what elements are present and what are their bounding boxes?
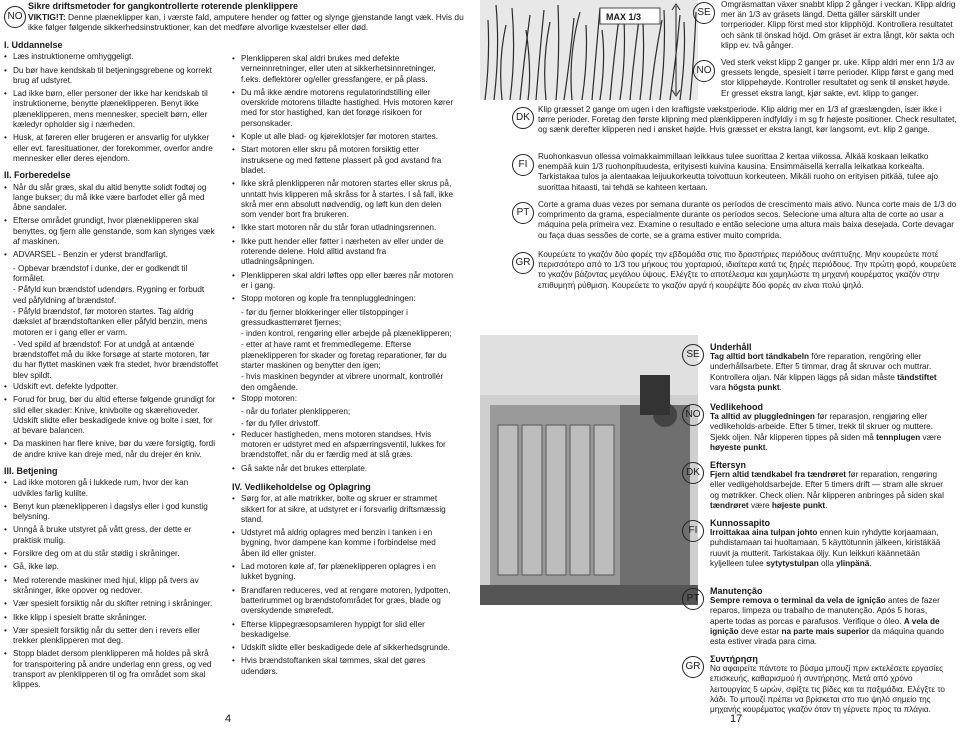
maintenance-list (232, 494, 454, 677)
maintenance-heading: Eftersyn (710, 460, 747, 470)
maintenance-block-pt (710, 586, 952, 647)
maintenance-heading: Vedlikehood (710, 402, 764, 412)
list-item: • Forud for brug, bør du altid efterse følgende grundigt for slid eller skader: Knive, knivbolte og skærehoveder. Udskift slidte eller beskadigede knive og bolte i sæt, for at bevare balancen. (4, 395, 219, 436)
list-item: • Lad ikke børn, eller personer der ikke har kendskab til instruktionerne, benytte plæneklipperen. Benyt ikke plæneklipperen, mens mennesker, specielt børn, eller kæledyr opholder sig i nærheden. (4, 89, 219, 130)
maintenance-text (710, 352, 952, 393)
preparation-sublist (4, 264, 219, 381)
list-item: • Vær spesielt forsiktig når du skifter retning i skråninger. (4, 599, 219, 609)
sub-list-item: - Påfyld brændstof, før motoren startes. Tag aldrig dækslet af brændstoftanken eller påfyld benzin, mens (13, 306, 208, 327)
operation-list-cont (232, 54, 454, 305)
maintenance-bold: Irroittakaa aina tulpan johto (710, 528, 818, 538)
maintenance-text (710, 596, 952, 647)
page-title: Sikre driftsmetoder for gangkontrollerte roterende plenklippere (28, 1, 299, 11)
language-badge-fi: FI (682, 520, 704, 542)
language-badge-se: SE (693, 2, 715, 24)
maintenance-rest3: . (779, 382, 782, 392)
maintenance-rest2: være (748, 500, 772, 510)
right-page (480, 0, 960, 733)
maintenance-bold2: tændrøret (710, 500, 749, 510)
maintenance-bold3: högsta punkt (728, 382, 780, 392)
maintenance-block-no (710, 402, 952, 453)
language-badge-pt: PT (682, 588, 704, 610)
list-item: • Udskift evt. defekte lydpotter. (4, 382, 219, 392)
list-item: • Ikke start motoren når du står foran utladningsrennen. (232, 223, 454, 233)
cutting-text-fi: Ruohonkasvun ollessa voimakkaimmillaan leikkaus tulee suorittaa 2 kertaa viikossa. Älkää koskaan leikatko enempää kuin 1/3 ruohonpituudesta, erityisesti kuivina kausina. Ensimmäisellä kerralla leikatkaa korkealta. Tarkistakaa tulos ja alentaakaa leijuukorkeutta toivottuun korkeuteen. Mikäli ruoho on erityisen pitkää, tulee ajo suorittaa hitaasti, tai tehdä se kahteen kertaan. (538, 152, 939, 192)
list-item: • Læs instruktionerne omhyggeligt. (4, 52, 219, 62)
maintenance-rest: antes de fazer reparos, limpeza ou trabalho de manutenção. Após 5 horas, aperte todas as porcas e parafusos. Verifique o óleo. (710, 596, 940, 626)
left-column (4, 40, 219, 694)
section-heading-maintenance: IV. Vedlikeholdelse og Oplagring (232, 481, 371, 492)
list-item: • Lad ikke motoren gå i lukkede rum, hvor der kan udvikles farlig kulilte. (4, 478, 219, 499)
list-item: • Stopp motoren og kople fra tennpluggledningen: (232, 294, 454, 304)
list-item: • Ikke skrå plenklipperen når motoren startes eller skrus på, unntatt hvis klipperen må skråss for å startes. I så fall, ikke skrå mer enn absolutt nødvendig, og løft kun den delen som vender bort fra brukeren. (232, 179, 454, 220)
maintenance-rest: før reparation, rengøring eller vedligeholdsarbejde. Efter 5 timers drift — stram alle skruer og møtrikker. Check olien. Når klipperen anbringes på siden skal (710, 470, 944, 500)
list-item: • Lad motoren køle af, før plæneklipperen oplagres i en lukket bygning. (232, 562, 454, 583)
section-heading-operation: III. Betjening (4, 465, 58, 476)
warning-prefix: VIKTIG!T: (28, 12, 66, 22)
list-item: • Du må ikke ændre motorens regulatorindstilling eller overskride motorens tilladte hastighed. Hvis motoren kører med for stor hastighed, kan det forøge risikoen for personskader. (232, 88, 454, 129)
maintenance-heading: Underhåll (710, 342, 752, 352)
spark-plug-photo (480, 335, 698, 605)
list-item: • Start motoren eller skru på motoren forsiktig etter instruksene og med føttene plassert på god avstand fra bladet. (232, 145, 454, 176)
list-item: • Reducer hastigheden, mens motoren standses. Hvis motoren er udstyret med en afspærringsventil, lukkes for brændstoffet, når du er færdig med at slå græs. (232, 430, 454, 461)
maintenance-rest2: være (920, 432, 942, 442)
list-item: • Brandfaren reduceres, ved at rengøre motoren, lydpotten, batterirummet og brændstofområdet for græs, blade og overskydende smørefedt. (232, 586, 454, 617)
maintenance-rest: före reparation, rengöring eller underhållsarbete. Efter 5 timmar, drag åt skruvar och muttrar. Kontrollera oljan. När klippen läggs på sidan måste (710, 352, 932, 382)
list-item: • Unngå å bruke utstyret på vått gress, der dette er praktisk mulig. (4, 525, 219, 546)
maintenance-bold3: na parte mais superior (781, 626, 870, 636)
sub-list-item: - etter at have ramt et fremmedlegeme. Efterse plæneklipperen for skader og foretag reparationer, før du starter maskinen og benytter den igen; (241, 340, 447, 371)
list-item: • Ikke klipp i spesielt bratte skråninger. (4, 613, 219, 623)
list-item: • Da maskinen har flere knive, bør du være forsigtig, fordi de andre knive kan dreje med, når du drejer én kniv. (4, 439, 219, 460)
list-item: • Kople ut alle blad- og kjøreklotsjer før motoren startes. (232, 132, 454, 142)
cutting-text-no: Ved sterk vekst klipp 2 ganger pr. uke. Klipp aldri mer enn 1/3 av gressets lengde, spesielt i tørre perioder. Klipp først e gang med stor klippehøyde. Kontroller resultatet og senk til ønsket høyde. Er gresset ekstra langt, kjør sakte, evt. klipp to ganger. (721, 58, 955, 98)
left-page (0, 0, 470, 733)
list-item: • Stopp bladet dersom plenklipperen må holdes på skrå for transportering på andre underlag enn gress, og ved transport av plenklipperen til og fra området som skal klippes. (4, 649, 219, 690)
preparation-list-more (4, 382, 219, 460)
list-item: • Med roterende maskiner med hjul, klipp på tvers av skråninger, ikke opover og nedover. (4, 576, 219, 597)
maintenance-block-gr (710, 654, 952, 715)
max-cut-label: MAX 1/3 (606, 12, 642, 22)
maintenance-bold: Ta alltid av pluggledningen (710, 412, 815, 422)
maintenance-bold3: højeste punkt (771, 500, 826, 510)
list-item: • Stopp motoren: (232, 394, 454, 404)
list-item: • ADVARSEL - Benzin er yderst brandfarligt. (4, 250, 219, 260)
maintenance-rest: Να αφαιρείτε πάντοτε το βύσμα μπουζί πριν εκτελέσετε εργασίες επισκευής, καθαρισμού ή συντήρησης. Μετά από χρόνο λειτουργίας 5 ωρών, σφίξτε τις βίδες και τα παξιμάδια. Ελέγξτε το λάδι. Το μπουζί πρέπει να βρίσκεται στο πιο ψηλό σημείο της μηχανής κουρέματος γκαζόν όταν τη γέρνετε προς τα πλάγια. (710, 664, 945, 715)
maintenance-heading: Συντήρηση (710, 654, 758, 664)
operation-sublist (232, 308, 454, 393)
cutting-text-se: Omgräsmattan växer snabbt klipp 2 gånger i veckan. Klipp aldrig mer än 1/3 av gräsets längd. Detta gäller särskilt under torrperioder. Klipp först med stor klipphöjd. Kontrollera resultatet och sänk til önskad höjd. Om gräset är extra långt, kör sakta och klipp ev. två gånger. (721, 0, 956, 50)
maintenance-text (710, 664, 952, 715)
operation-list-end (232, 430, 454, 474)
language-badge-dk: DK (682, 462, 704, 484)
sub-list-item: - Påfyld kun brændstof udendørs. Rygning er forbudt ved påfyldning af brændstof. (13, 285, 205, 305)
maintenance-bold: Tag alltid bort tändkabeln (710, 352, 810, 362)
maintenance-rest3: . (825, 500, 828, 510)
right-column (232, 54, 454, 680)
maintenance-rest2: deve estar (738, 626, 782, 636)
maintenance-block-fi (710, 518, 952, 569)
list-item: • Plenklipperen skal aldri løftes opp eller bæres når motoren er i gang. (232, 271, 454, 292)
list-item: • Ikke putt hender eller føtter i nærheten av eller under de roterende delene. Hold alltid avstand fra utladningsåpningen. (232, 237, 454, 268)
maintenance-bold2: A vela de ignição (710, 616, 940, 636)
maintenance-rest3: da máquina quando esta estiver virada para cima. (710, 626, 944, 647)
warning-text (28, 12, 468, 32)
list-item: • Gå sakte når det brukes etterplate. (232, 464, 454, 474)
list-item: • Du bør have kendskab til betjeningsgrebene og korrekt brug af udstyret. (4, 66, 219, 87)
maintenance-bold3: ylinpänä (836, 558, 870, 568)
list-item: • Forsikre deg om at du står stødig i skråninger. (4, 549, 219, 559)
sub-list-item: - før du fjerner blokkeringer eller tilstoppinger i gressudkastterrøret fjernes; (241, 307, 409, 327)
maintenance-rest2: olla (818, 558, 837, 568)
list-item: • Vær spesielt forsiktig når du setter den i revers eller trekker plenklipperen mot deg. (4, 626, 219, 647)
page-number-left: 4 (225, 713, 232, 725)
sub-list-item: - inden kontrol, rengøring eller arbejde på plæneklipperen; (241, 329, 452, 339)
list-item: • Efterse klippegræsopsamleren hyppigt for slid eller beskadigelse. (232, 620, 454, 641)
grass-cut-illustration (480, 0, 698, 100)
sub-list-item: motoren er i gang eller er varm. (13, 328, 128, 338)
warning-body: Denne plæneklipper kan, i værste fald, amputere hender og føtter og slynge gjenstande langt væk. Hvis du ikke følger følgende sikkerhedsinstruktioner, kan det medføre alvorlige kvæstelser eller død. (28, 12, 464, 32)
maintenance-rest: før reparasjon, rengjøring eller vedlikeholds-arbeide. Efter 5 timer, trekk til skruer og muttere. Sjekk oljen. Når klipperen tippes på siden må (710, 412, 933, 442)
maintenance-text (710, 412, 952, 453)
list-item: • Plenklipperen skal aldri brukes med defekte verneinnretninger, eller uten at sikkerhetsinnretninger, f.eks. deflektorer og/eller gressfangere, er på plass. (232, 54, 454, 85)
sub-list-item: - før du fyller drivstoff. (241, 418, 321, 428)
list-item: • Når du slår græs, skal du altid benytte solidt fodtøj og lange bukser; du må ikke være barfodet eller gå med åbne sandaler. (4, 183, 219, 214)
maintenance-bold2: tändstiftet (897, 372, 937, 382)
language-badge-fi: FI (512, 154, 534, 176)
maintenance-bold: Fjern altid tændkabel fra tændrøret (710, 470, 847, 480)
list-item: • Udskift slidte eller beskadigede dele af sikkerhedsgrunde. (232, 643, 454, 653)
list-item: • Benyt kun plæneklipperen i dagslys eller i god kunstig belysning. (4, 502, 219, 523)
maintenance-text (710, 528, 952, 569)
list-item: • Gå, ikke løp. (4, 562, 219, 572)
section-heading-preparation: II. Forberedelse (4, 170, 71, 181)
list-item: • Hvis brændstoftanken skal tømmes, skal det gøres udendørs. (232, 656, 454, 677)
sub-list-item: - Opbevar brændstof i dunke, der er godkendt til formålet. (13, 263, 188, 283)
operation-list (4, 478, 219, 690)
language-badge-pt: PT (512, 202, 534, 224)
cutting-text-gr: Κουρεύετε το γκαζόν δύο φορές την εβδομάδα στις πιο δραστήριες περιόδους ανάπτυξης. Μην κουρεύετε ποτέ περισσότερο από το 1/3 του μήκους του χορταριού, ιδιαίτερα κατά τις ξηρές περιόδους. Την πρώτη φορά, κουρεύετε το γκαζόν βάζοντας μεγάλου ύψους. Ελέγξτε το αποτέλεσμα και χαμηλώστε τη μηχανή κουρέματος γκαζόν στην επιθυμητή ρύθμιση. Κουρεύετε το γκαζόν αργά ή κουρέψτε δύο φορές αν είναι πολύ ψηλό. (538, 250, 957, 290)
maintenance-rest3: . (765, 442, 768, 452)
section-heading-training: I. Uddannelse (4, 40, 63, 50)
training-list (4, 52, 219, 164)
language-badge-no: NO (682, 404, 704, 426)
stop-engine-list (232, 394, 454, 404)
cutting-text-pt: Corte a grama duas vezes por semana durante os períodos de crescimento mais ativo. Nunca corte mais de 1/3 do comprimento da grama, especialmente durante os períodos secos. Selecione uma altura alta de corte ao usar a máquina pela primeira vez. Examine o resultado e então selecione uma altura mais baixa desejada. Corte devagar ou faça duas sessões de corte, se a grama estiver muito comprida. (538, 200, 957, 240)
list-item: • Udstyret må aldrig oplagres med benzin i tanken i en bygning, hvor dampene kan komme i forbindelse med åben ild eller gnister. (232, 528, 454, 559)
maintenance-bold2: sytytystulpan (765, 558, 819, 568)
list-item: • Efterse området grundigt, hvor plæneklipperen skal benyttes, og fjern alle genstande, som kan slynges væk af maskinen. (4, 216, 219, 247)
language-badge: NO (4, 6, 26, 28)
maintenance-block-se (710, 342, 952, 393)
maintenance-bold: Sempre remova o terminal da vela de ignição (710, 596, 886, 606)
maintenance-bold2: tennplugen (876, 432, 921, 442)
maintenance-rest: ennen kuin ryhdytte korjaamaan, puhdistamaan tai huoltamaan. 5 käyttötunnin jälkeen, kiristäkää ruuvit ja mutterit. Tarkistakaa öljy. Kun leikkuri käännetään kyljelleen tulee (710, 528, 941, 568)
maintenance-rest2: vara (710, 382, 729, 392)
cutting-text-dk: Klip græsset 2 gange om ugen i den kraftigste vækstperiode. Klip aldrig mer en 1/3 af græslængden, især ikke i tørre perioder. Foretag den første klipning med plænklipperen indfyldiy i m sg fr højeste positioner. Check resultatet, og sænk derefter klipperen ned i ønsket højde. Hvis græsset er ekstra langt, kør langsomt, evt. klip 2 gange. (538, 105, 957, 135)
sub-list-item: - Ved spild af brændstof: For at undgå at antænde brændstoffet må du ikke forsøge at starte motoren, før du har flyttet maskinen væk fra stedet, hvor brændstoffet blev spildt. (13, 339, 219, 380)
language-badge-dk: DK (512, 107, 534, 129)
sub-list-item: - når du forlater plenklipperen; (241, 407, 351, 417)
maintenance-heading: Kunnossapito (710, 518, 770, 528)
maintenance-bold3: høyeste punkt (710, 442, 766, 452)
list-item: • Sørg for, at alle møtrikker, bolte og skruer er strammet sikkert for at sikre, at udstyret er i forsvarlig driftsmæssig stand. (232, 494, 454, 525)
preparation-list (4, 183, 219, 261)
list-item: • Husk, at føreren eller brugeren er ansvarlig for ulykker eller evt. faresituationer, der forekommer, overfor andre mennesker eller deres ejendom. (4, 133, 219, 164)
maintenance-text (710, 470, 952, 511)
language-badge-gr: GR (682, 656, 704, 678)
maintenance-block-dk (710, 460, 952, 511)
maintenance-heading: Manutenção (710, 586, 763, 596)
language-badge-gr: GR (512, 252, 534, 274)
language-badge-se: SE (682, 344, 704, 366)
page-number-right: 17 (730, 713, 743, 725)
language-badge-no: NO (693, 60, 715, 82)
stop-engine-sublist (232, 407, 454, 429)
maintenance-rest3: . (869, 558, 872, 568)
sub-list-item: - hvis maskinen begynder at vibrere unormalt, kontrollér den omgående. (241, 372, 444, 392)
